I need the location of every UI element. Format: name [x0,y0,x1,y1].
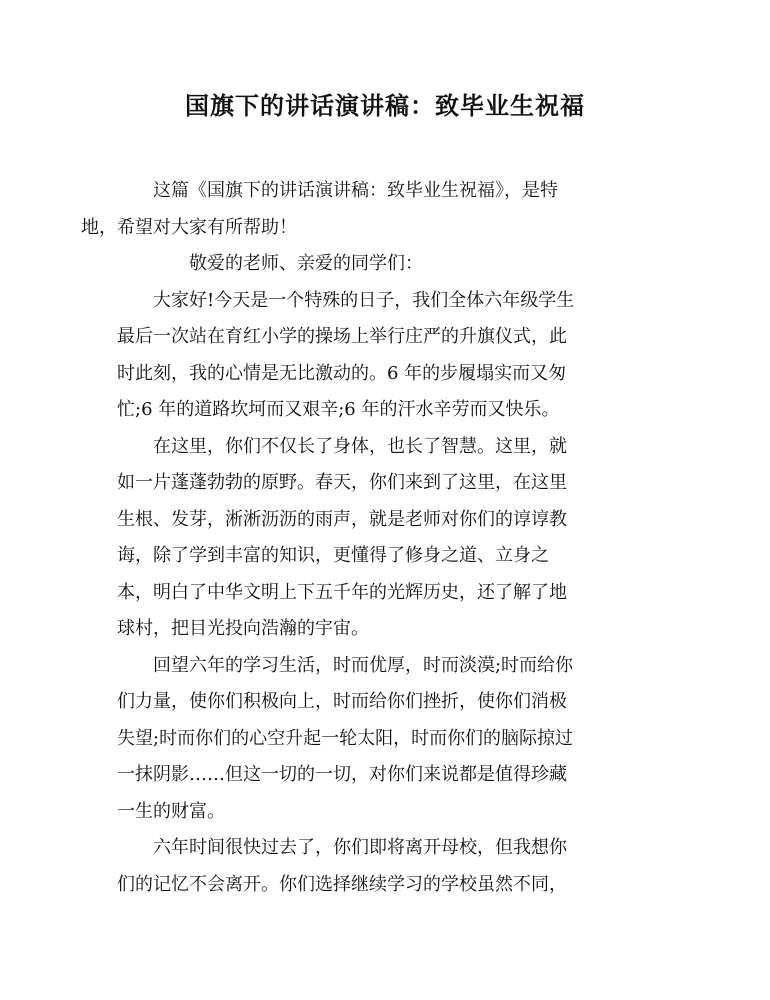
paragraph-line: 失望;时而你们的心空升起一轮太阳，时而你们的脑际掠过 [117,727,574,749]
paragraph-4 [117,830,649,903]
document-body [81,173,649,903]
document-title: 国旗下的讲话演讲稿：致毕业生祝福 [185,92,585,120]
paragraph-line: 大家好!今天是一个特殊的日子，我们全体六年级学生 [153,289,575,311]
paragraph-line: 生根、发芽，淅淅沥沥的雨声，就是老师对你们的谆谆教 [117,508,567,530]
paragraph-line: 在这里，你们不仅长了身体，也长了智慧。这里，就 [153,435,567,457]
paragraph-line: 最后一次站在育红小学的操场上举行庄严的升旗仪式，此 [117,326,567,347]
paragraph-line: 们力量，使你们积极向上，时而给你们挫折，使你们消极 [117,691,567,712]
intro-paragraph [81,173,649,246]
paragraph-line: 诲，除了学到丰富的知识，更懂得了修身之道、立身之 [117,545,549,566]
paragraph-line: 一生的财富。 [117,800,225,822]
paragraph-line: 回望六年的学习生活，时而优厚，时而淡漠;时而给你 [153,654,574,676]
paragraph-line: 时此刻，我的心情是无比激动的。6 年的步履塌实而又匆 [117,362,567,384]
paragraph-line: 忙;6 年的道路坎坷而又艰辛;6 年的汗水辛劳而又快乐。 [117,399,560,420]
paragraph-line: 一抹阴影……但这一切的一切，对你们来说都是值得珍藏 [117,764,567,785]
intro-line-1: 这篇《国旗下的讲话演讲稿：致毕业生祝福》，是特 [153,180,558,201]
greeting: 敬爱的老师、亲爱的同学们： [189,253,423,274]
paragraph-line: 们的记忆不会离开。你们选择继续学习的学校虽然不同， [117,873,567,895]
paragraph-line: 如一片蓬蓬勃勃的原野。春天，你们来到了这里，在这里 [117,472,567,493]
paragraph-2 [117,429,649,648]
paragraph-line: 六年时间很快过去了，你们即将离开母校，但我想你 [153,837,567,858]
paragraph-line: 本，明白了中华文明上下五千年的光辉历史，还了解了地 [117,581,567,603]
intro-line-2: 地，希望对大家有所帮助！ [81,216,297,238]
paragraph-line: 球村，把目光投向浩瀚的宇宙。 [117,618,369,639]
paragraph-3 [117,648,649,831]
paragraph-1 [117,283,649,429]
